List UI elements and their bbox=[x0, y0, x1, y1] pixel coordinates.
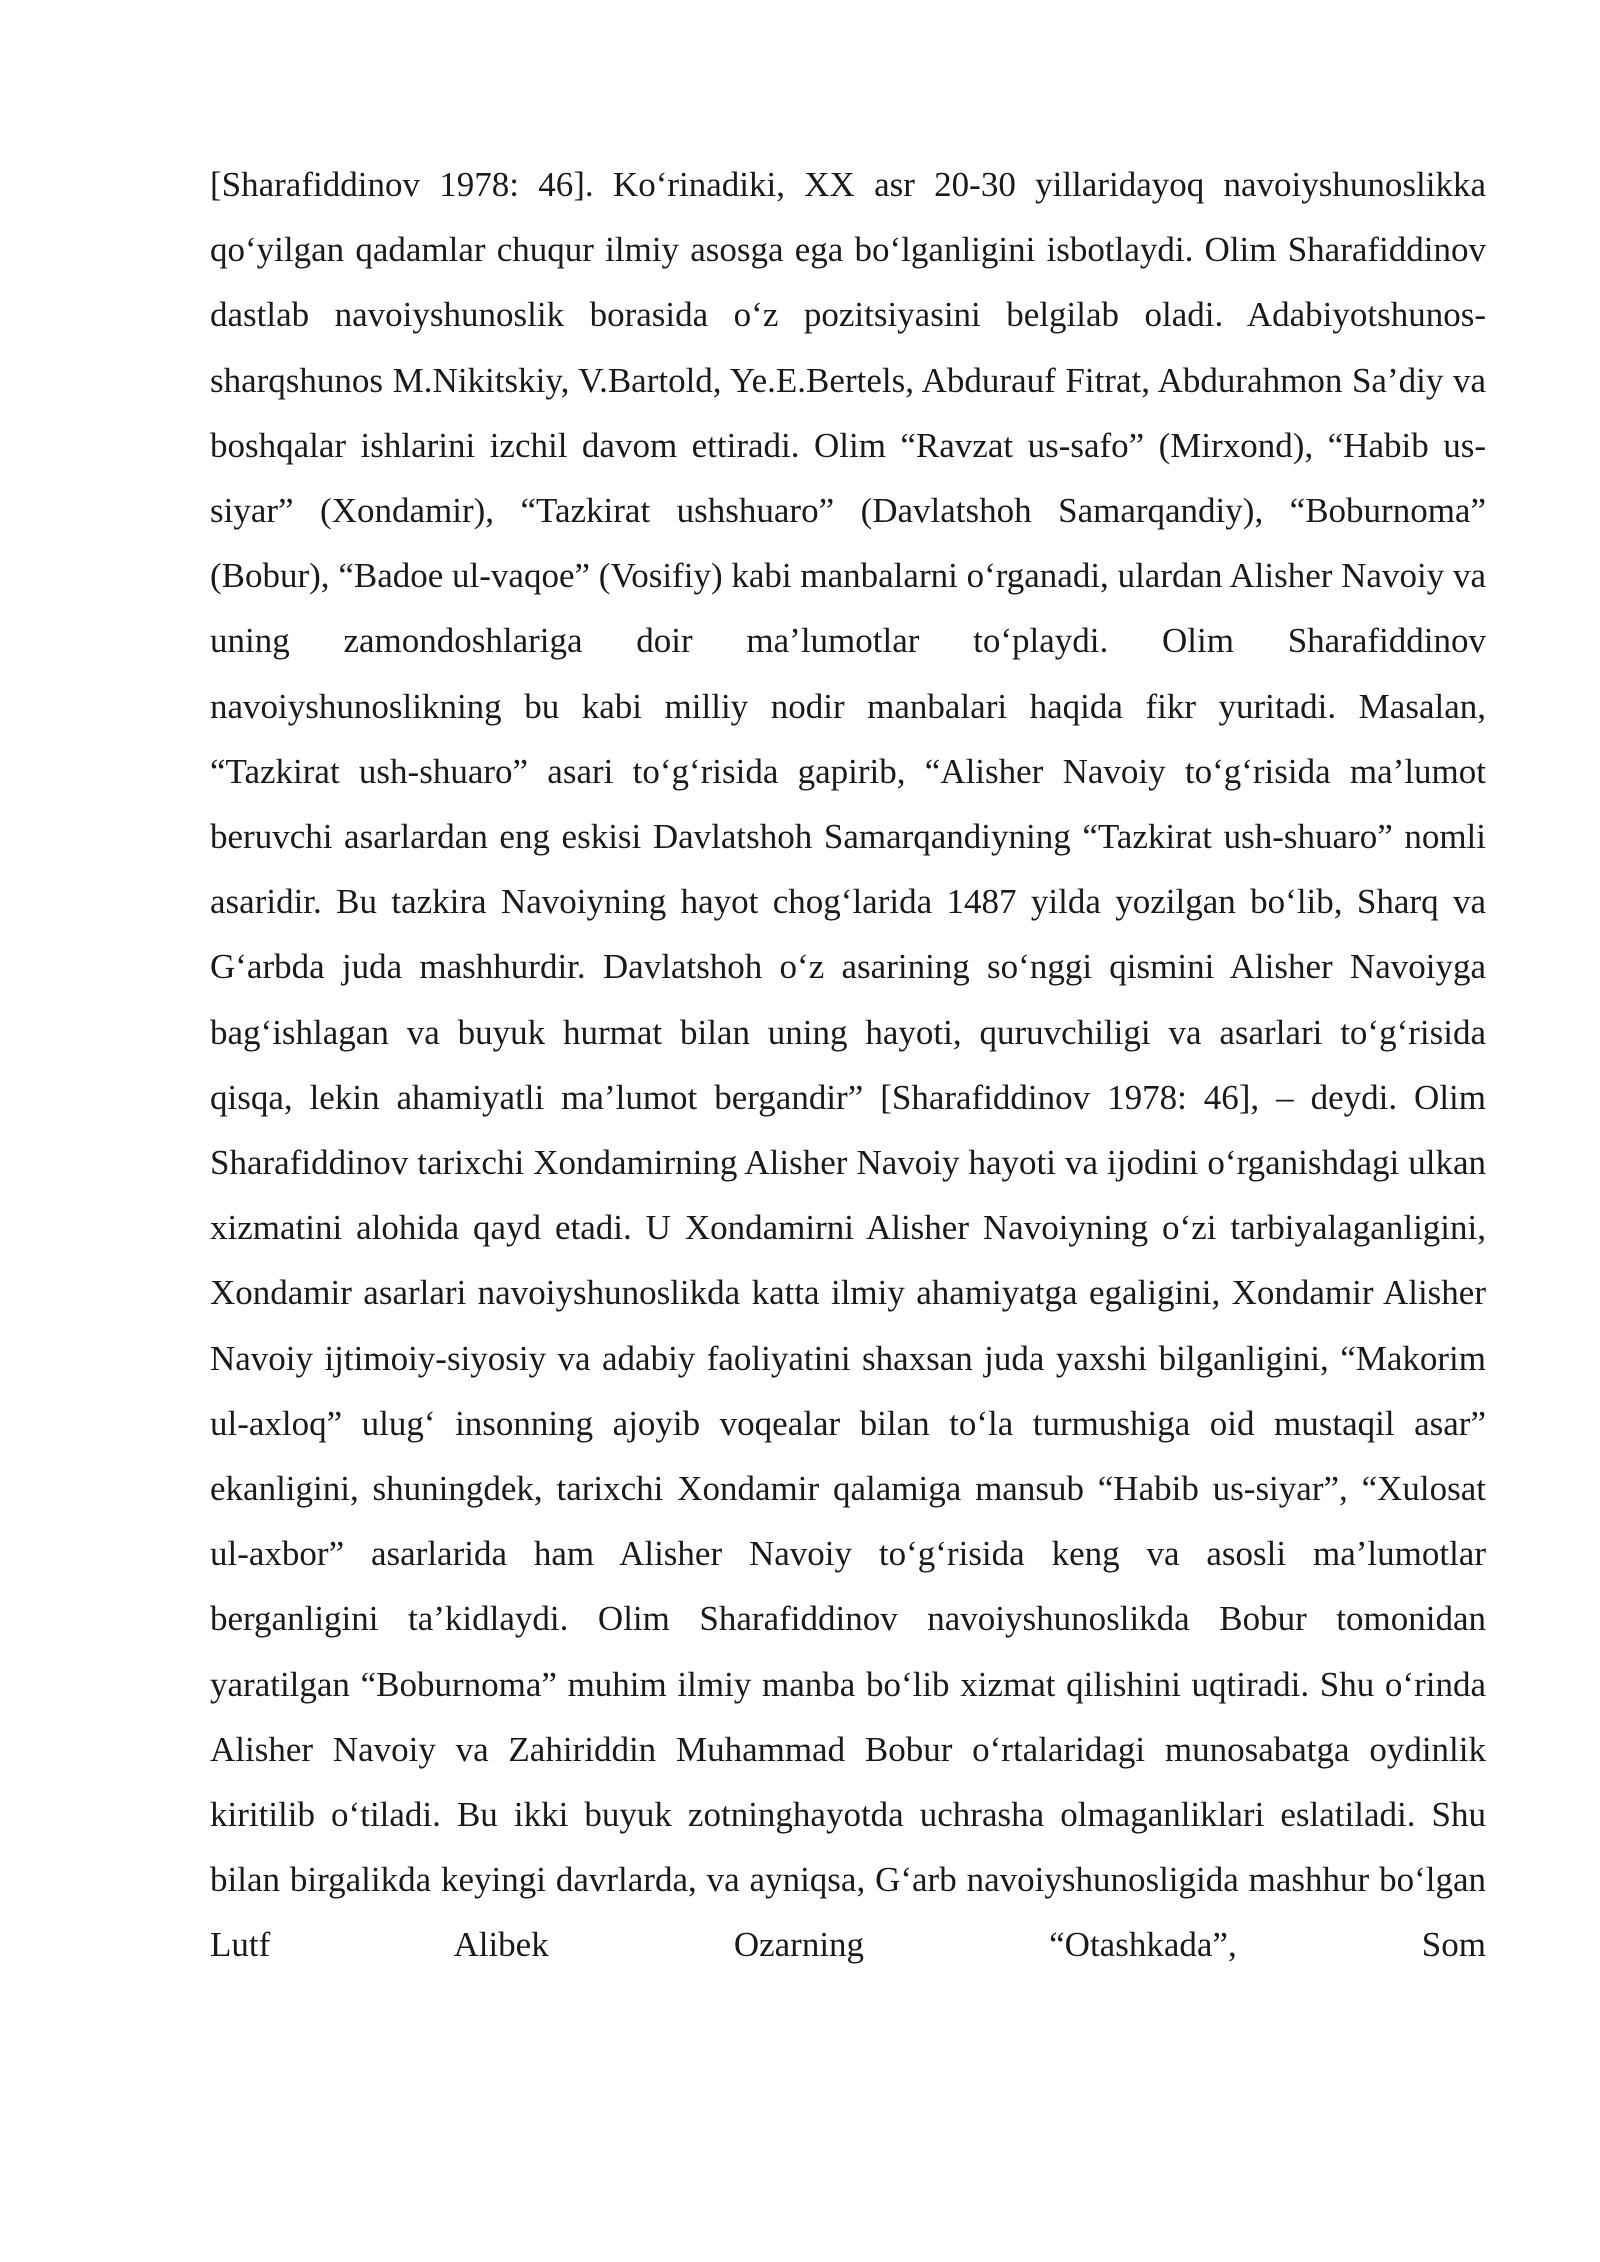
body-paragraph: [Sharafiddinov 1978: 46]. Ko‘rinadiki, XX asr 20-30 yillaridayoq navoiyshunoslikka qo‘yilgan qadamlar chuqur ilmiy asosga ega bo‘lganligini isbotlaydi. Olim Sharafiddinov dastlab navoiyshunoslik borasida o‘z pozitsiyasini belgilab oladi. Adabiyotshunos-sharqshunos M.Nikitskiy, V.Bartold, Ye.E.Bertels, Abdurauf Fitrat, Abdurahmon Sa’diy va boshqalar ishlarini izchil davom ettiradi. Olim “Ravzat us-safo” (Mirxond), “Habib us-siyar” (Xondamir), “Tazkirat ushshuaro” (Davlatshoh Samarqandiy), “Boburnoma” (Bobur), “Badoe ul-vaqoe” (Vosifiy) kabi manbalarni o‘rganadi, ulardan Alisher Navoiy va uning zamondoshlariga doir ma’lumotlar to‘playdi. Olim Sharafiddinov navoiyshunoslikning bu kabi milliy nodir manbalari haqida fikr yuritadi. Masalan, “Tazkirat ush-shuaro” asari to‘g‘risida gapirib, “Alisher Navoiy to‘g‘risida ma’lumot beruvchi asarlardan eng eskisi Davlatshoh Samarqandiyning “Tazkirat ush-shuaro” nomli asaridir. Bu tazkira Navoiyning hayot chog‘larida 1487 yilda yozilgan bo‘lib, Sharq va G‘arbda juda mashhurdir. Davlatshoh o‘z asarining so‘nggi qismini Alisher Navoiyga bag‘ishlagan va buyuk hurmat bilan uning hayoti, quruvchiligi va asarlari to‘g‘risida qisqa, lekin ahamiyatli ma’lumot bergandir” [Sharafiddinov 1978: 46], – deydi. Olim Sharafiddinov tarixchi Xondamirning Alisher Navoiy hayoti va ijodini o‘rganishdagi ulkan xizmatini alohida qayd etadi. U Xondamirni Alisher Navoiyning o‘zi tarbiyalaganligini, Xondamir asarlari navoiyshunoslikda katta ilmiy ahamiyatga egaligini, Xondamir Alisher Navoiy ijtimoiy-siyosiy va adabiy faoliyatini shaxsan juda yaxshi bilganligini, “Makorim ul-axloq” ulug‘ insonning ajoyib voqealar bilan to‘la turmushiga oid mustaqil asar” ekanligini, shuningdek, tarixchi Xondamir qalamiga mansub “Habib us-siyar”, “Xulosat ul-axbor” asarlarida ham Alisher Navoiy to‘g‘risida keng va asosli ma’lumotlar berganligini ta’kidlaydi. Olim Sharafiddinov navoiyshunoslikda Bobur tomonidan yaratilgan “Boburnoma” muhim ilmiy manba bo‘lib xizmat qilishini uqtiradi. Shu o‘rinda Alisher Navoiy va Zahiriddin Muhammad Bobur o‘rtalaridagi munosabatga oydinlik kiritilib o‘tiladi. Bu ikki buyuk zotninghayotda uchrasha olmaganliklari eslatiladi. Shu bilan birgalikda keyingi davrlarda, va ayniqsa, G‘arb navoiyshunosligida mashhur bo‘lgan Lutf Alibek Ozarning “Otashkada”, Som bbox=[210, 165, 1486, 1965]
